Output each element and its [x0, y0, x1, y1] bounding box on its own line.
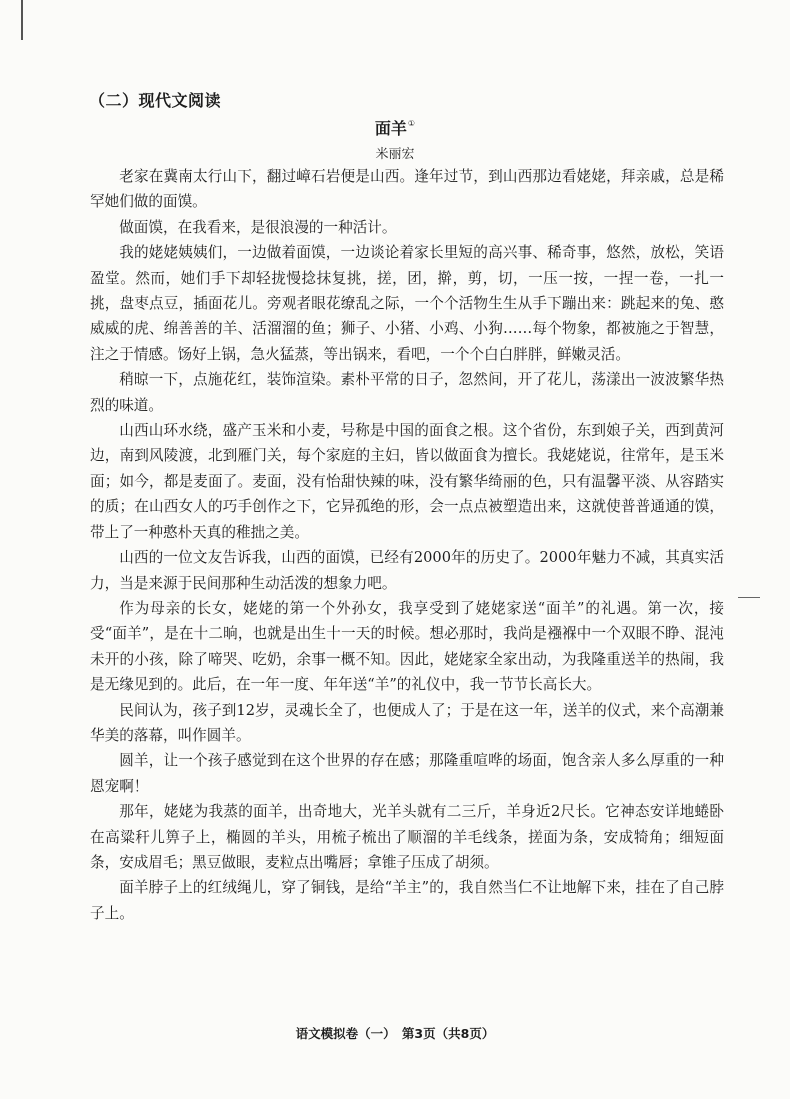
paragraph: 山西的一位文友告诉我，山西的面馍，已经有2000年的历史了。2000年魅力不减，其真实活力，当是来源于民间那种生动活泼的想象力吧。: [90, 549, 724, 592]
paragraph: 稍晾一下，点施花红，装饰渲染。素朴平常的日子，忽然间，开了花儿，荡漾出一波波繁华热烈的味道。: [90, 371, 724, 414]
paragraph: 作为母亲的长女，姥姥的第一个外孙女，我享受到了姥姥家送“面羊”的礼遇。第一次，接受“面羊”，是在十二晌，也就是出生十一天的时候。想必那时，我尚是襁褓中一个双眼不睁、混沌未开的小孩，除了啼哭、吃奶，余事一概不知。因此，姥姥家全家出动，为我隆重送羊的热闹，我是无缘见到的。此后，在一年一度、年年送“羊”的礼仪中，我一节节长高长大。: [90, 599, 724, 694]
article-title-text: 面羊: [374, 119, 407, 138]
paragraph: 那年，姥姥为我蒸的面羊，出奇地大，光羊头就有二三斤，羊身近2尺长。它神态安详地蜷卧在高粱秆儿箅子上，椭圆的羊头，用梳子梳出了顺溜的羊毛线条，搓面为条，安成犄角；细短面条，安成眉毛；黑豆做眼，麦粒点出嘴唇；拿锥子压成了胡须。: [90, 803, 724, 871]
paragraph: 做面馍，在我看来，是很浪漫的一种活计。: [119, 218, 397, 236]
article-author: 米丽宏: [375, 147, 415, 162]
paragraph: 圆羊，让一个孩子感觉到在这个世界的存在感；那隆重喧哗的场面，饱含亲人多么厚重的一种恩宠啊！: [90, 752, 724, 795]
margin-tick-mark: [738, 597, 760, 598]
paragraph: 民间认为，孩子到12岁，灵魂长全了，也便成人了；于是在这一年，送羊的仪式，来个高潮兼华美的落幕，叫作圆羊。: [90, 701, 724, 744]
paragraph: 老家在冀南太行山下，翻过嶂石岩便是山西。逢年过节，到山西那边看姥姥，拜亲戚，总是稀罕她们做的面馍。: [90, 168, 724, 211]
title-footnote-mark: ①: [407, 119, 416, 128]
paragraph: 面羊脖子上的红绒绳儿，穿了铜钱，是给“羊主”的，我自然当仁不让地解下来，挂在了自己脖子上。: [90, 879, 724, 922]
article-body: [90, 164, 724, 926]
page-footer: 语文模拟卷（一） 第3页（共8页）: [295, 1026, 495, 1041]
binding-edge-mark: [21, 0, 23, 40]
paragraph: 我的姥姥姨姨们，一边做着面馍，一边谈论着家长里短的高兴事、稀奇事，悠然，放松，笑语盈堂。然而，她们手下却轻拢慢捻抹复挑，搓，团，擀，剪，切，一压一按，一捏一卷，一扎一挑，盘枣点豆，插面花儿。旁观者眼花缭乱之际，一个个活物生生从手下蹦出来：跳起来的兔、憨威威的虎、绵善善的羊、活溜溜的鱼；狮子、小猪、小鸡、小狗……每个物象，都被施之于智慧，注之于情感。饧好上锅，急火猛蒸，等出锅来，看吧，一个个白白胖胖，鲜嫩灵活。: [90, 244, 724, 363]
paragraph: 山西山环水绕，盛产玉米和小麦，号称是中国的面食之根。这个省份，东到娘子关，西到黄河边，南到风陵渡，北到雁门关，每个家庭的主妇，皆以做面食为擅长。我姥姥说，往常年，是玉米面；如今，都是麦面了。麦面，没有怡甜快辣的味，没有繁华绮丽的色，只有温馨平淡、从容踏实的质；在山西女人的巧手创作之下，它异孤绝的形，会一点点被塑造出来，这就使普普通通的馍，带上了一种憨朴天真的稚拙之美。: [90, 422, 724, 541]
section-heading: （二）现代文阅读: [89, 91, 222, 110]
article-title: [0, 116, 790, 139]
